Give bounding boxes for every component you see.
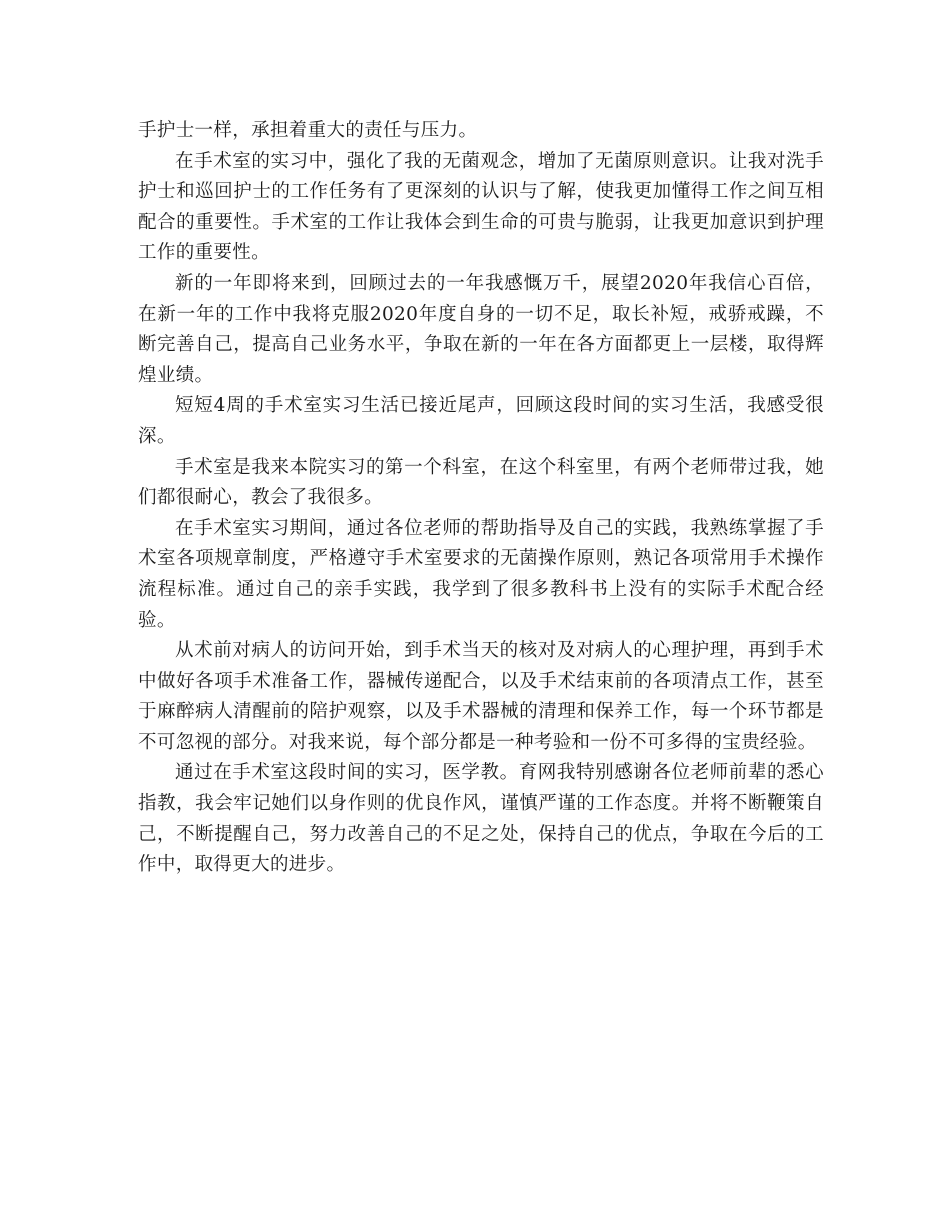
paragraph: 手术室是我来本院实习的第一个科室，在这个科室里，有两个老师带过我，她们都很耐心，教会了我很多。 [138, 456, 824, 509]
paragraph: 从术前对病人的访问开始，到手术当天的核对及对病人的心理护理，再到手术中做好各项手术准备工作，器械传递配合，以及手术结束前的各项清点工作，甚至于麻醉病人清醒前的陪护观察，以及手术器械的清理和保养工作，每一个环节都是不可忽视的部分。对我来说，每个部分都是一种考验和一份不可多得的宝贵经验。 [138, 640, 824, 753]
document-body [138, 116, 824, 881]
paragraph: 短短4周的手术室实习生活已接近尾声，回顾这段时间的实习生活，我感受很深。 [138, 395, 824, 447]
paragraph: 在手术室的实习中，强化了我的无菌观念，增加了无菌原则意识。让我对洗手护士和巡回护士的工作任务有了更深刻的认识与了解，使我更加懂得工作之间互相配合的重要性。手术室的工作让我体会到生命的可贵与脆弱，让我更加意识到护理工作的重要性。 [138, 150, 824, 264]
paragraph: 通过在手术室这段时间的实习，医学教。育网我特别感谢各位老师前辈的悉心指教，我会牢记她们以身作则的优良作风，谨慎严谨的工作态度。并将不断鞭策自己，不断提醒自己，努力改善自己的不足之处，保持自己的优点，争取在今后的工作中，取得更大的进步。 [138, 762, 824, 876]
paragraph-continued: 手护士一样，承担着重大的责任与压力。 [138, 120, 478, 141]
paragraph: 在手术室实习期间，通过各位老师的帮助指导及自己的实践，我熟练掌握了手术室各项规章制度，严格遵守手术室要求的无菌操作原则，熟记各项常用手术操作流程标准。通过自己的亲手实践，我学到了很多教科书上没有的实际手术配合经验。 [138, 517, 824, 631]
paragraph: 新的一年即将来到，回顾过去的一年我感慨万千，展望2020年我信心百倍，在新一年的工作中我将克服2020年度自身的一切不足，取长补短，戒骄戒躁，不断完善自己，提高自己业务水平，争取在新的一年在各方面都更上一层楼，取得辉煌业绩。 [138, 272, 824, 386]
